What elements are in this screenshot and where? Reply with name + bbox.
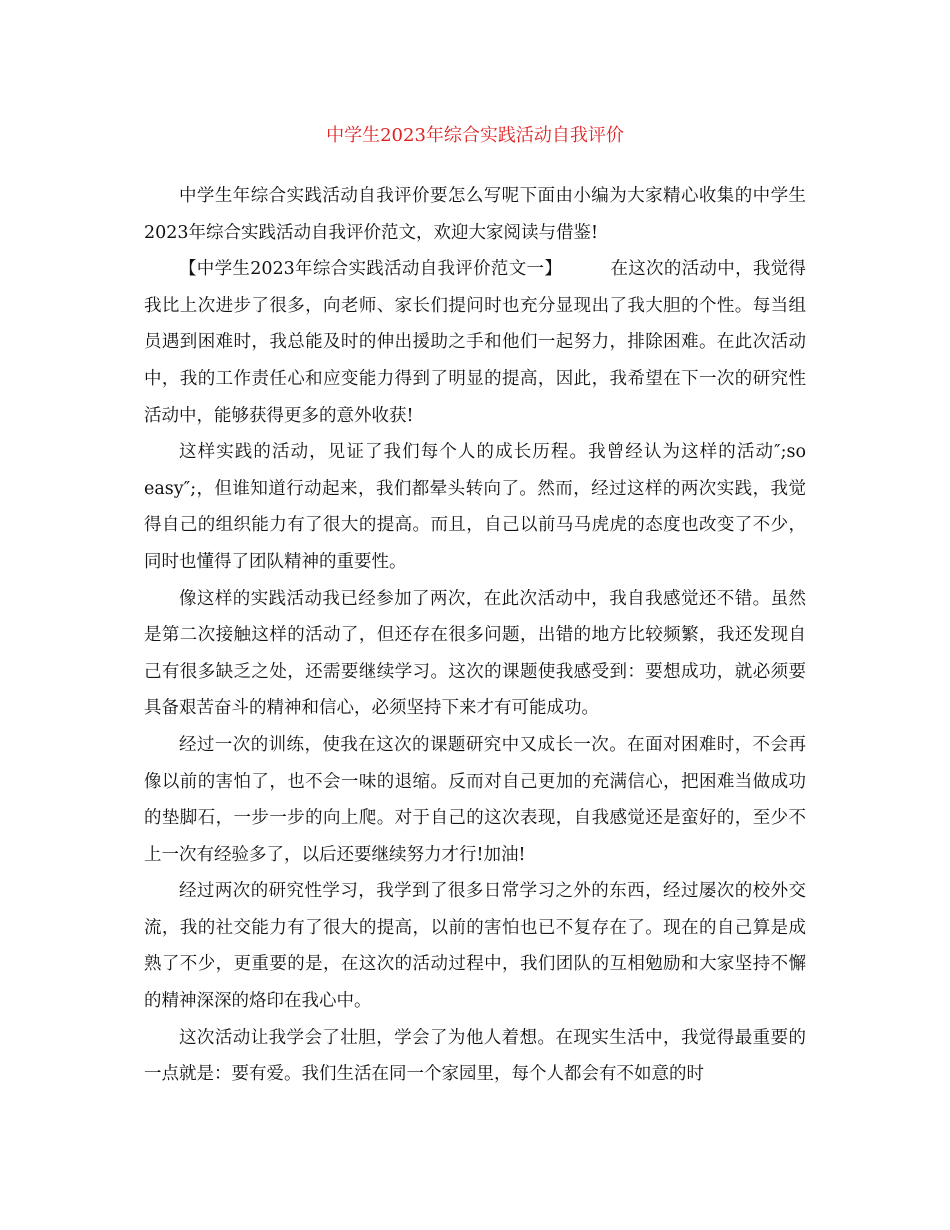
section-heading: 【中学生2023年综合实践活动自我评价范文一】 bbox=[179, 259, 563, 280]
section-paragraph bbox=[144, 251, 806, 434]
body-paragraph-6: 这次活动让我学会了壮胆，学会了为他人着想。在现实生活中，我觉得最重要的一点就是：要有爱。我们生活在同一个家园里，每个人都会有不如意的时 bbox=[144, 1027, 806, 1085]
intro-paragraph: 中学生年综合实践活动自我评价要怎么写呢下面由小编为大家精心收集的中学生2023年综合实践活动自我评价范文，欢迎大家阅读与借鉴! bbox=[144, 186, 806, 243]
body-paragraph-5: 经过两次的研究性学习，我学到了很多日常学习之外的东西，经过屡次的校外交流，我的社交能力有了很大的提高，以前的害怕也已不复存在了。现在的自己算是成熟了不少，更重要的是，在这次的活动过程中，我们团队的互相勉励和大家坚持不懈的精神深深的烙印在我心中。 bbox=[144, 881, 806, 1012]
section-lead: 在这次的活动中， bbox=[610, 259, 753, 280]
body-paragraph-2: 这样实践的活动，见证了我们每个人的成长历程。我曾经认为这样的活动″;so easy″;，但谁知道行动起来，我们都晕头转向了。然而，经过这样的两次实践，我觉得自己的组织能力有了很大的提高。而且，自己以前马马虎虎的态度也改变了不少，同时也懂得了团队精神的重要性。 bbox=[144, 442, 806, 572]
section-paragraph-text: 我觉得我比上次进步了很多，向老师、家长们提问时也充分显现出了我大胆的个性。每当组员遇到困难时，我总能及时的伸出援助之手和他们一起努力，排除困难。在此次活动中，我的工作责任心和应变能力得到了明显的提高，因此，我希望在下一次的研究性活动中，能够获得更多的意外收获! bbox=[144, 259, 807, 426]
body-paragraph-3: 像这样的实践活动我已经参加了两次，在此次活动中，我自我感觉还不错。虽然是第二次接触这样的活动了，但还存在很多问题，出错的地方比较频繁，我还发现自己有很多缺乏之处，还需要继续学习。这次的课题使我感受到：要想成功，就必须要具备艰苦奋斗的精神和信心，必须坚持下来才有可能成功。 bbox=[144, 588, 806, 719]
document-body bbox=[144, 178, 806, 1093]
document-title: 中学生2023年综合实践活动自我评价 bbox=[326, 125, 624, 146]
body-paragraph-4: 经过一次的训练，使我在这次的课题研究中又成长一次。在面对困难时，不会再像以前的害怕了，也不会一味的退缩。反而对自己更加的充满信心，把困难当做成功的垫脚石，一步一步的向上爬。对于自己的这次表现，自我感觉还是蛮好的，至少不上一次有经验多了，以后还要继续努力才行!加油! bbox=[144, 734, 806, 865]
